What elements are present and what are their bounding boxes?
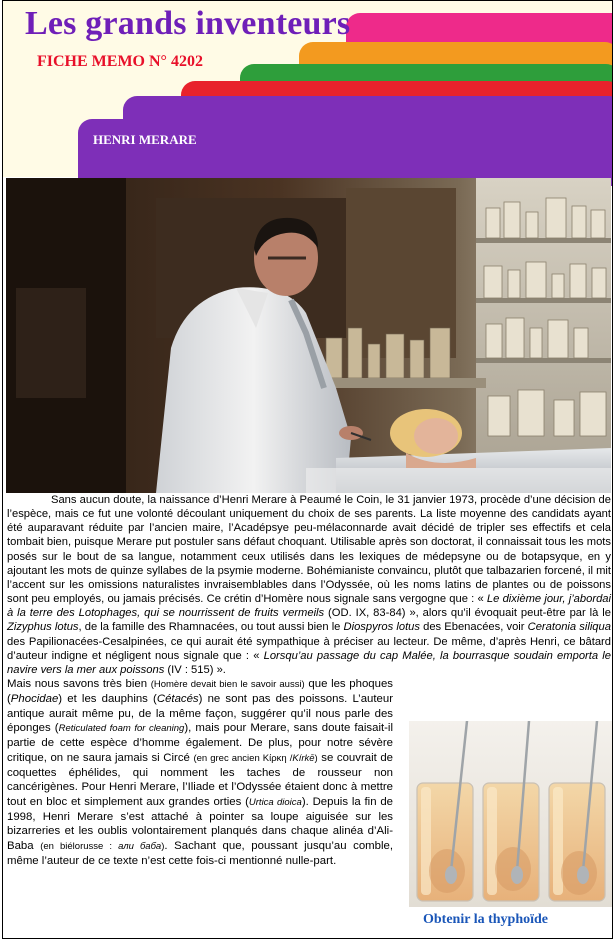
note-bielorusse-close: ): [161, 840, 165, 852]
note-kirke-latin: Kírkē: [292, 752, 315, 764]
latin-reticulated: Reticulated foam for cleaning: [58, 723, 185, 735]
note-bielorusse: (en biélorusse :: [40, 840, 119, 852]
latin-diospyros: Diospyros lotus: [343, 621, 420, 634]
glasses-illustration: [409, 721, 612, 907]
header-banner: [3, 1, 612, 177]
p1-text-f: ».: [216, 663, 226, 676]
p1-text-d: des Ebenacées, voir: [420, 621, 528, 634]
p2-text-c: ) et les dauphins (: [58, 693, 157, 706]
p2-text-h: . Sachant que, poussant jusqu’au comble, même l’auteur de ce texte n’est cette fois-ci mentionné nulle-part.: [7, 839, 394, 868]
quote-cap-malee: Lorsqu’au passage du cap Malée, la bourrasque soudain emporta le navire vers la mer aux poissons: [7, 649, 611, 676]
p2-text-a: Mais nous savons très bien: [7, 678, 151, 691]
p1-text-e: des Papilionacées-Cesalpinées, ce qui aurait été sympathique à préciser au lecteur. De même, d’après Henri, ce bâtard d’auteur indigne et négligent nous signale que : «: [7, 635, 611, 662]
latin-zizyphus: Zizyphus lotus: [7, 621, 79, 634]
quote-lotophages: Le dixième jour, j’abordai à la terre des Lotophages, qui se nourrissent de fruits vermeils: [7, 593, 611, 620]
p2-text-b: que les phoques (: [7, 678, 393, 706]
p2-text-e: ), mais pour Merare, sans doute faisait-il partie de cette espèce d’homme également. De plus, pour notre sévère critique, on ne saura jamais si Circé: [7, 722, 393, 764]
memo-number: FICHE MEMO N° 4202: [37, 53, 203, 70]
note-kirke: (en grec ancien Κίρκη /: [193, 752, 293, 764]
note-homere: (Homère devait bien le savoir aussi): [150, 679, 305, 691]
p2-text-f: se couvrait de coquettes éphélides, qui nomment les taches de rousseur non cancérigènes. Pour Henri Merare, l’Iliade et l’Odyssée étaient donc à mettre tout en bloc et simplement aux grandes orties (: [7, 751, 394, 808]
latin-cetaces: Cétacés: [156, 693, 199, 706]
p2-text-d: ) ne sont pas des poissons. L’auteur antique aurait même pu, de la même façon, suggérer qu’il nous parle des éponges (: [7, 693, 393, 735]
latin-ceratonia: Ceratonia siliqua: [527, 621, 611, 634]
figure-caption: Obtenir la thyphoïde: [423, 912, 548, 927]
latin-urtica: Urtica dioica: [248, 796, 302, 808]
p2-text-g: ). Depuis la fin de 1998, Henri Merare s’est attaché à pointer sa loupe aiguisée sur les bizarreries et les oublis volontairement planqués dans chaque alinéa d’Ali-Baba: [7, 795, 393, 852]
p1-text-b: », alors qu’il évoquait peut-être par là le: [409, 607, 611, 620]
latin-phocidae: Phocidae: [10, 693, 59, 706]
lab-photo-illustration: [6, 178, 611, 493]
page-title: Les grands inventeurs: [25, 5, 351, 42]
paragraph-1: [7, 493, 611, 677]
memo-sheet: [2, 0, 613, 939]
p1-text-a: Sans aucun doute, la naissance d’Henri Merare à Peaumé le Coin, le 31 janvier 1973, procède d’une décision de l’espèce, mais ce fut une volonté découlant uniquement du choix de ses parents. La liste moyenne des candidats ayant été auparavant réduite par l’ancien maire, l’Acadépsye peu-mélaconnarde avait décidé de tripler ses effectifs et cela tombait bien, puisque Merare put postuler sans défaut choquant. Utilisable après son doctorat, il connaissait tous les mots posés sur le bout de sa langue, notamment ceux utilisés dans les lexiques de médepsyne ou de botapsyque, en y ajoutant les mots de quinze syllabes de la psymie moderne. Bohémianiste convaincu, plutôt que talbazarien forcené, il mit l’accent sur les omissions naturalistes invraisemblables dans l’Odyssée, où les noms latins de plantes ou de poissons sont peu employés, ou jamais précisés. Ce crétin d’Homère nous signale sans vergogne que : «: [7, 494, 611, 606]
ref-iv: (IV : 515): [164, 663, 217, 676]
band-purple-left: [78, 119, 158, 179]
inventor-name: HENRI MERARE: [93, 132, 197, 147]
ref-od-ix: (OD. IX, 83-84): [324, 607, 410, 620]
note-kirke-close: ): [314, 752, 318, 764]
lab-photo: [6, 178, 611, 493]
note-ali-baba: али баба: [118, 840, 162, 852]
glasses-photo: [409, 721, 612, 907]
p1-text-c: , de la famille des Rhamnacées, ou tout aussi bien le: [78, 621, 344, 634]
